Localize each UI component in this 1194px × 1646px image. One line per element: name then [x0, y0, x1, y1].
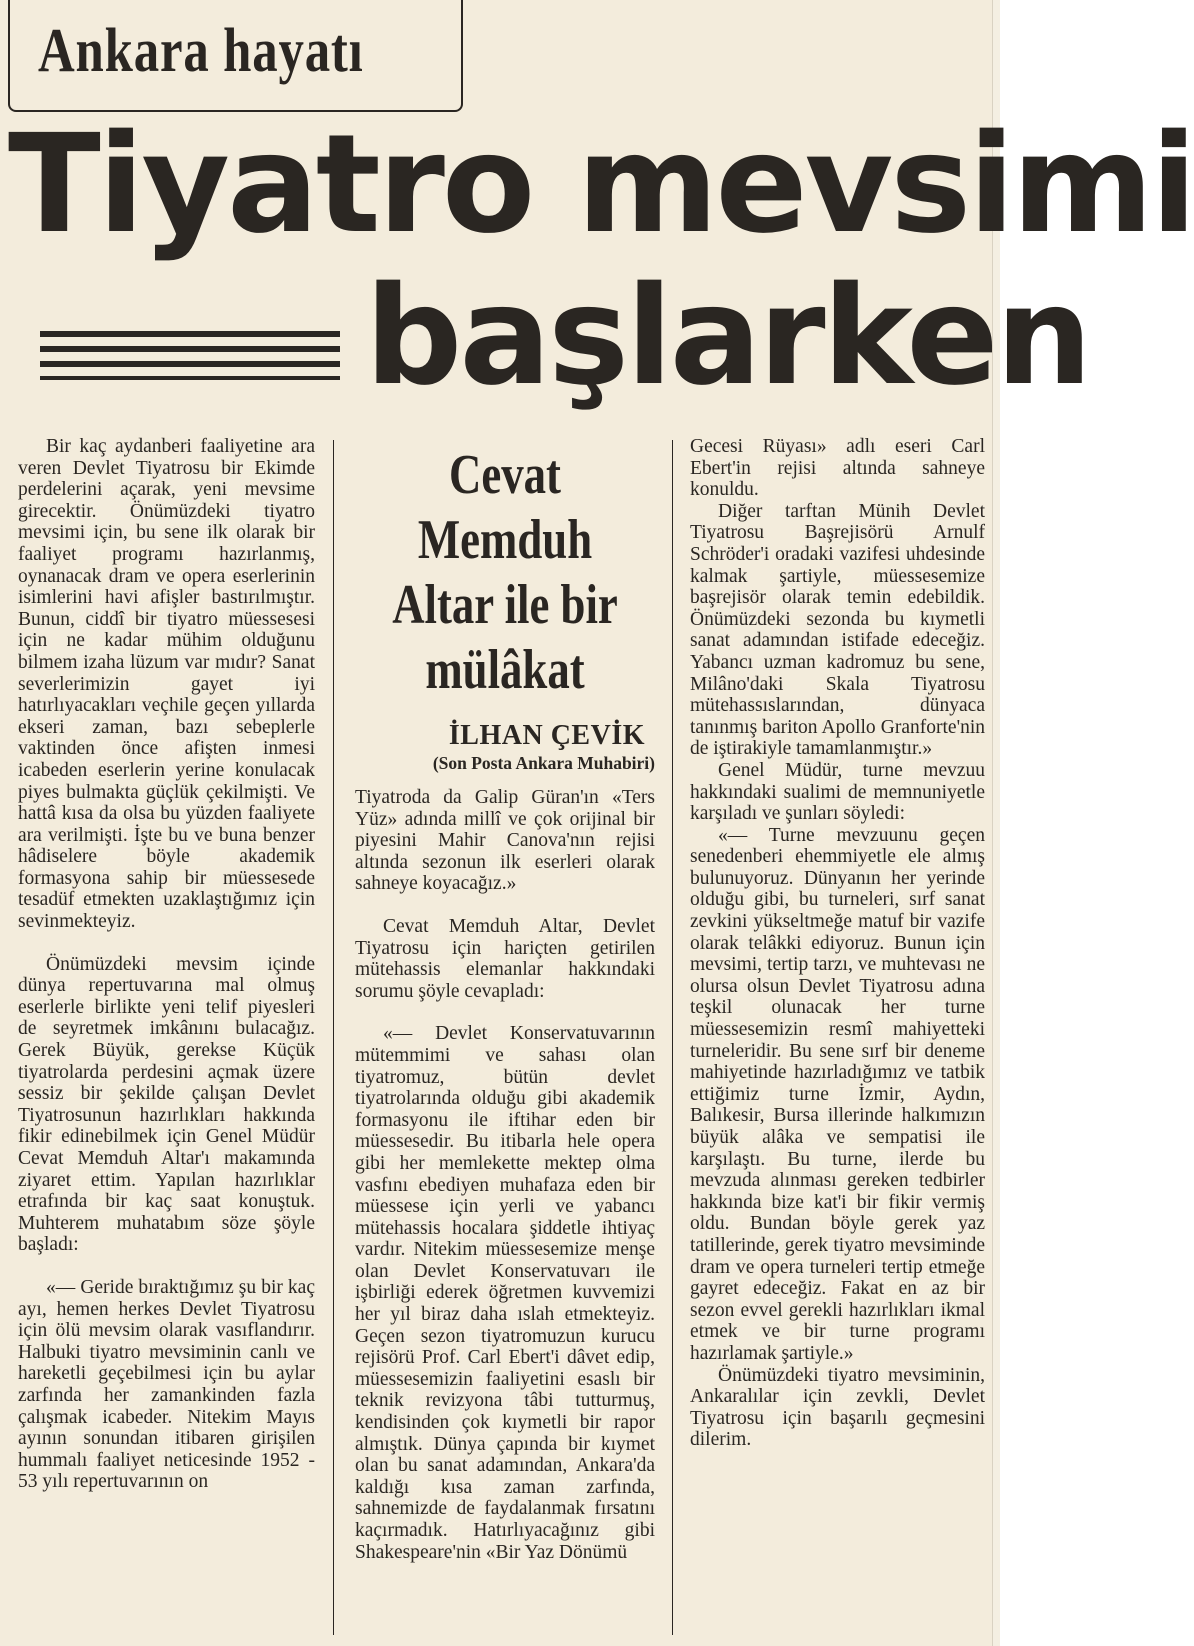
headline-line-2: başlarken: [365, 258, 1090, 416]
paragraph: Gecesi Rüyası» adlı eseri Carl Ebert'in rejisi altında sahneye konuldu.: [690, 436, 985, 501]
column-label-box: [8, 0, 463, 112]
paragraph: Genel Müdür, turne mevzuu hakkındaki sualimi de memnuniyetle karşıladı ve şunları söyledi:: [690, 759, 985, 825]
paragraph: Tiyatroda da Galip Güran'ın «Ters Yüz» adında millî ve çok orijinal bir piyesini Mahir Canova'nın rejisi altında sezonun ilk eserleri olarak sahneye koyacağız.»: [355, 787, 655, 895]
paragraph: Cevat Memduh Altar, Devlet Tiyatrosu için hariçten getirilen mütehassis elemanlar hakkındaki sorumu şöyle cevapladı:: [355, 915, 655, 1002]
rule-line: [40, 346, 340, 352]
paragraph: Diğer tarftan Münih Devlet Tiyatrosu Başrejisörü Arnulf Schröder'i oradaki vazifesi uhdesinde kalmak şartiyle, müessesemize başrejisör olarak temin edebildik. Önümüzdeki sezonda bu kıymetli sanat adamından istifade edeceğiz. Yabancı uzman kadromuz bu sene, Milâno'daki Skala Tiyatrosu mütehassıslarından, dünyaca tanınmış bariton Apollo Granforte'nin de iştirakiyle tamamlanmıştır.»: [690, 500, 985, 760]
article-column-middle: [355, 443, 655, 1563]
interview-subheading: Cevat Memduh Altar ile bir mülâkat: [392, 444, 618, 701]
byline: İLHAN ÇEVİK: [448, 720, 645, 751]
article-column-right: [690, 436, 985, 1451]
paragraph: «— Turne mevzuunu geçen senedenberi ehemmiyetle ele almış bulunuyoruz. Dünyanın her yerinde olduğu gibi, bu turneleri, sırf sanat zevkini yükseltmeğe matuf bir vazife olarak telâkki ediyoruz. Bunun için mevsimi, tertip tarzı, ve muhtevası ne olursa olsun Devlet Tiyatrosu adına teşkil olunacak her turne müessesemizin resmî mahiyetteki turneleridir. Bu sene sırf bir deneme mahiyetinde hazırladığımız ve tatbik ettiğimiz turne İzmir, Aydın, Balıkesir, Bursa illerinde halkımızın büyük alâka ve sempatisi ile karşılaştı. Bu turne, ilerde bu mevzuda alınması gereken tedbirler hakkında bize kat'i bir fikir vermiş oldu. Bundan böyle gerek yaz tatillerinde, gerek tiyatro mevsiminde dram ve opera turneleri tertip etmeğe gayret edeceğiz. Fakat en az bir sezon evvel gerekli hazırlıkları ikmal etmek ve bir turne programı hazırlamak şartiyle.»: [690, 824, 985, 1364]
decorative-rules: [40, 331, 340, 383]
paragraph: «— Geride bıraktığımız şu bir kaç ayı, hemen herkes Devlet Tiyatrosu için ölü mevsim olarak vasıflandırır. Halbuki tiyatro mevsiminin canlı ve hareketli geçebilmesi için bu aylar zarfında her zamankinden fazla çalışmak icabeder. Nitekim Mayıs ayının sonundan itibaren girişilen hummalı faaliyet neticesinde 1952 - 53 yılı repertuvarının on: [18, 1276, 315, 1493]
rule-line: [40, 361, 340, 367]
paragraph: Bir kaç aydanberi faaliyetine ara veren Devlet Tiyatrosu bir Ekimde perdelerini açarak, yeni mevsime girecektir. Önümüzdeki tiyatro mevsimi için, bu sene ilk olarak bir faaliyet programı hazırlanmış, oynanacak dram ve opera eserlerinin isimlerini havi afişler bastırılmıştır. Bunun, ciddî bir tiyatro müessesesi için ne kadar mühim olduğunu bilmem izaha lüzum var mıdır? Sanat severlerimizin gayet iyi hatırlıyacakları veçhile geçen yıllarda ekseri zaman, bazı sebeplerle vaktinden önce afişten inmesi icabeden eserlerin yerine konulacak piyes bulmakta güçlük çekilmişti. Ve hattâ kısa da olsa bu yüzden faaliyete ara verilmişti. İşte bu ve buna benzer hâdiselere böyle akademik formasyona sahip bir müessesede tesadüf etmekten uzaklaştığımız için sevinmekteyiz.: [18, 436, 315, 933]
article-column-left: [18, 436, 315, 1493]
rule-line: [40, 331, 340, 337]
paragraph: Önümüzdeki tiyatro mevsiminin, Ankaralılar için zevkli, Devlet Tiyatrosu için başarılı geçmesini dilerim.: [690, 1364, 985, 1451]
byline-affiliation: (Son Posta Ankara Muhabiri): [432, 753, 655, 773]
headline-line-1: Tiyatro mevsimi: [8, 106, 1194, 264]
rule-line: [40, 376, 340, 380]
column-divider: [333, 440, 334, 1635]
column-divider: [672, 440, 673, 1635]
paragraph: Önümüzdeki mevsim içinde dünya repertuvarına mal olmuş eserlerle birlikte yeni telif piyesleri de seyretmek imkânını bulacağız. Gerek Büyük, gerekse Küçük tiyatrolarda perdesini açmak üzere sessiz bir şekilde çalışan Devlet Tiyatrosunun hazırlıkları hakkında fikir edinebilmek için Genel Müdür Cevat Memduh Altar'ı makamında ziyaret ettim. Yapılan hazırlıklar etrafında bir kaç saat konuştuk. Muhterem muhatabım söze şöyle başladı:: [18, 953, 315, 1256]
column-label: Ankara hayatı: [38, 17, 364, 85]
paragraph: «— Devlet Konservatuvarının mütemmimi ve sahası olan tiyatromuz, bütün devlet tiyatrolarında olduğu gibi akademik formasyonu ile iftihar eden bir müessesedir. Bu itibarla hele opera gibi her memlekette mektep olma vasfını ebediyen muhafaza eden bir müessese için yerli ve yabancı mütehassis hocalara şiddetle ihtiyaç vardır. Nitekim müessesemize menşe olan Devlet Konservatuvarı ile işbirliği ederek öğretmen kuvvemizi her yıl biraz daha ıslah etmekteyiz. Geçen sezon tiyatromuzun kurucu rejisörü Prof. Carl Ebert'i dâvet edip, müessesemizin faaliyetini esaslı bir teknik revizyona tâbi tutturmuş, kendisinden çok kıymetli bir rapor almıştık. Dünya çapında bir kıymet olan bu sanat adamından, Ankara'da kaldığı kısa zaman zarfında, sahnemizde de faydalanmak fırsatını kaçırmadık. Hatırlıyacağınız gibi Shakespeare'nin «Bir Yaz Dönümü: [355, 1023, 655, 1563]
